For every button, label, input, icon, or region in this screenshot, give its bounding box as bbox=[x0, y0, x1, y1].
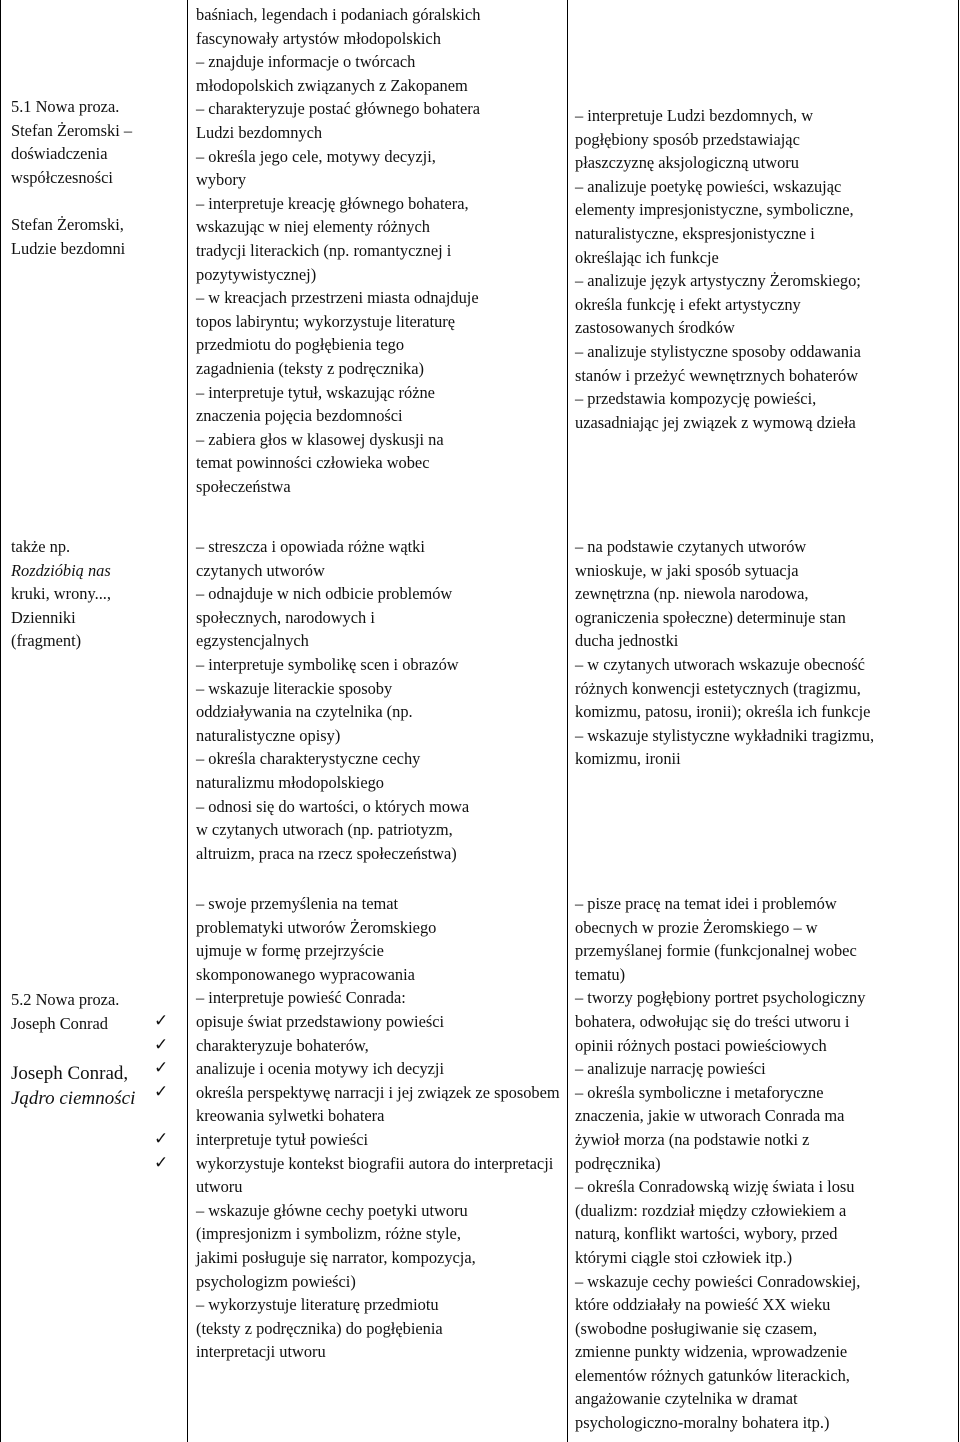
text-line: młodopolskich związanych z Zakopanem bbox=[196, 75, 468, 95]
section3-title: Joseph Conrad bbox=[11, 1013, 108, 1033]
text-line: – określa jego cele, motywy decyzji, bbox=[196, 146, 436, 166]
text-line: – zabiera głos w klasowej dyskusji na bbox=[196, 429, 444, 449]
text-line: przemyślanej formie (funkcjonalnej wobec bbox=[575, 941, 857, 961]
text-line: angażowanie czytelnika w dramat bbox=[575, 1389, 798, 1409]
text-line: ducha jednostki bbox=[575, 631, 679, 651]
text-line: które oddziałały na powieść XX wieku bbox=[575, 1295, 831, 1315]
section3-right-cell bbox=[575, 892, 950, 1435]
section3-title: 5.2 Nowa proza. bbox=[11, 990, 120, 1009]
text-line: – analizuje stylistyczne sposoby oddawania bbox=[575, 341, 861, 361]
text-line: elementów różnych gatunków literackich, bbox=[575, 1365, 850, 1385]
text-line: tradycji literackich (np. romantycznej i bbox=[196, 240, 452, 260]
text-line: – wskazuje główne cechy poetyki utworu bbox=[196, 1200, 468, 1220]
text-line: baśniach, legendach i podaniach góralskich bbox=[196, 5, 481, 24]
check-icon: ✓ bbox=[154, 1058, 169, 1079]
text-line: – analizuje poetykę powieści, wskazując bbox=[575, 176, 842, 196]
text-line: w czytanych utworach (np. patriotyzm, bbox=[196, 820, 453, 840]
text-line: – odnajduje w nich odbicie problemów bbox=[196, 584, 453, 604]
text-line: określając ich funkcje bbox=[575, 247, 719, 267]
text-line: – określa charakterystyczne cechy bbox=[196, 749, 421, 769]
text-line: różnych konwencji estetycznych (tragizmu, bbox=[575, 678, 861, 698]
text-line: – interpretuje Ludzi bezdomnych, w bbox=[575, 106, 814, 125]
text-line: komizmu, patosu, ironii); określa ich funkcje bbox=[575, 702, 871, 722]
text-line: zastosowanych środków bbox=[575, 318, 735, 338]
table-border-left bbox=[0, 0, 1, 1442]
text-line: – określa Conradowską wizję świata i losu bbox=[575, 1177, 855, 1197]
text-line: fascynowały artystów młodopolskich bbox=[196, 28, 441, 48]
text-line: wybory bbox=[196, 170, 247, 190]
text-line: problematyki utworów Żeromskiego bbox=[196, 917, 437, 937]
text-line: altruizm, praca na rzecz społeczeństwa) bbox=[196, 843, 457, 863]
text-line: zagadnienia (teksty z podręcznika) bbox=[196, 358, 424, 378]
checklist-text: interpretuje tytuł powieści bbox=[196, 1129, 369, 1149]
text-line: – na podstawie czytanych utworów bbox=[575, 537, 807, 556]
text-line: oddziaływania na czytelnika (np. bbox=[196, 702, 413, 722]
text-line: – znajduje informacje o twórcach bbox=[196, 52, 416, 72]
checklist-text: analizuje i ocenia motywy ich decyzji bbox=[196, 1059, 445, 1079]
text-line: naturą, konflikt wartości, wybory, przed bbox=[575, 1224, 838, 1244]
text-line: – przedstawia kompozycję powieści, bbox=[575, 389, 817, 409]
text-line: (teksty z podręcznika) do pogłębienia bbox=[196, 1318, 443, 1338]
checklist-item bbox=[122, 1034, 564, 1058]
text-line: znaczenia pojęcia bezdomności bbox=[196, 406, 403, 426]
text-line: Dzienniki bbox=[11, 607, 76, 627]
text-line: – wykorzystuje literaturę przedmiotu bbox=[196, 1295, 439, 1315]
check-icon: ✓ bbox=[154, 1010, 169, 1031]
text-line: znaczenia, jakie w utworach Conrada ma bbox=[575, 1106, 845, 1126]
text-line: Ludzi bezdomnych bbox=[196, 122, 323, 142]
table-border-right bbox=[958, 0, 959, 1442]
checklist-text: określa perspektywę narracji i jej związek ze sposobem kreowania sylwetki bohatera bbox=[196, 1082, 560, 1126]
text-line: stanów i przeżyć wewnętrznych bohaterów bbox=[575, 365, 859, 385]
text-line: – odnosi się do wartości, o których mowa bbox=[196, 796, 470, 816]
text-line: – interpretuje symbolikę scen i obrazów bbox=[196, 654, 459, 674]
check-icon: ✓ bbox=[154, 1152, 169, 1173]
text-line: (fragment) bbox=[11, 631, 82, 651]
column-divider-2 bbox=[567, 0, 568, 1442]
section2-right-cell bbox=[575, 535, 950, 771]
text-line: skomponowanego wypracowania bbox=[196, 964, 415, 984]
text-line: zewnętrzna (np. niewola narodowa, bbox=[575, 584, 809, 604]
text-line: interpretacji utworu bbox=[196, 1342, 326, 1362]
text-line: elementy impresjonistyczne, symboliczne, bbox=[575, 200, 854, 220]
text-line: (impresjonizm i symbolizm, różne style, bbox=[196, 1224, 461, 1244]
text-line: naturalistyczne opisy) bbox=[196, 725, 341, 745]
text-line: wskazując w niej elementy różnych bbox=[196, 217, 430, 237]
text-line: przedmiotu do pogłębienia tego bbox=[196, 335, 405, 355]
text-line: naturalizmu młodopolskiego bbox=[196, 772, 385, 792]
text-line: – wskazuje cechy powieści Conradowskiej, bbox=[575, 1271, 861, 1291]
text-line: (swobodne posługiwanie się czasem, bbox=[575, 1318, 818, 1338]
text-line: Rozdzióbią nas bbox=[11, 560, 111, 580]
text-line: – w czytanych utworach wskazuje obecność bbox=[575, 654, 865, 674]
section1-reading: Stefan Żeromski, bbox=[11, 214, 124, 234]
section1-title: Stefan Żeromski – bbox=[11, 120, 133, 140]
section1-title: współczesności bbox=[11, 167, 113, 187]
checklist-text: charakteryzuje bohaterów, bbox=[196, 1035, 369, 1055]
text-line: – swoje przemyślenia na temat bbox=[196, 894, 399, 913]
text-line: – analizuje narrację powieści bbox=[575, 1059, 766, 1079]
text-line: jakimi posługuje się narrator, kompozycja, bbox=[196, 1247, 476, 1267]
text-line: ograniczenia społeczne) determinuje stan bbox=[575, 607, 846, 627]
text-line: topos labiryntu; wykorzystuje literaturę bbox=[196, 311, 456, 331]
text-line: pozytywistycznej) bbox=[196, 264, 317, 284]
check-icon: ✓ bbox=[154, 1034, 169, 1055]
text-line: egzystencjalnych bbox=[196, 631, 309, 651]
text-line: określa funkcję i efekt artystyczny bbox=[575, 294, 801, 314]
text-line: zmienne punkty widzenia, wprowadzenie bbox=[575, 1342, 848, 1362]
check-icon: ✓ bbox=[154, 1081, 169, 1102]
section2-middle-cell bbox=[196, 535, 564, 865]
checklist-item bbox=[122, 1010, 564, 1034]
text-line: pogłębiony sposób przedstawiając bbox=[575, 129, 800, 149]
checklist-text: wykorzystuje kontekst biografii autora do interpretacji utworu bbox=[196, 1153, 554, 1197]
text-line: kruki, wrony..., bbox=[11, 584, 111, 604]
text-line: którymi ciągle stoi człowiek itp.) bbox=[575, 1247, 793, 1267]
text-line: wnioskuje, w jaki sposób sytuacja bbox=[575, 560, 799, 580]
text-line: opinii różnych postaci powieściowych bbox=[575, 1035, 827, 1055]
checklist-item bbox=[122, 1057, 564, 1081]
text-line: społeczeństwa bbox=[196, 476, 291, 496]
text-line: – pisze pracę na temat idei i problemów bbox=[575, 894, 837, 913]
text-line: – charakteryzuje postać głównego bohatera bbox=[196, 99, 480, 119]
text-line: bohatera, odwołując się do treści utworu i bbox=[575, 1011, 850, 1031]
text-line: obecnych w prozie Żeromskiego – w bbox=[575, 917, 818, 937]
checklist bbox=[122, 1010, 564, 1199]
text-line: żywioł morza (na podstawie notki z bbox=[575, 1129, 810, 1149]
section3-reading: Joseph Conrad, bbox=[11, 1063, 129, 1085]
text-line: temat powinności człowieka wobec bbox=[196, 453, 430, 473]
text-line: społecznych, narodowych i bbox=[196, 607, 375, 627]
checklist-item bbox=[122, 1081, 564, 1128]
section1-left-cell bbox=[11, 95, 183, 260]
text-line: – interpretuje powieść Conrada: bbox=[196, 988, 406, 1008]
section1-middle-cell bbox=[196, 3, 564, 498]
checklist-item bbox=[122, 1152, 564, 1199]
text-line: – wskazuje literackie sposoby bbox=[196, 678, 393, 698]
text-line: także np. bbox=[11, 537, 71, 556]
text-line: – wskazuje stylistyczne wykładniki tragizmu, bbox=[575, 725, 875, 745]
text-line: uzasadniając jej związek z wymową dzieła bbox=[575, 412, 856, 432]
text-line: czytanych utworów bbox=[196, 560, 325, 580]
text-line: podręcznika) bbox=[575, 1153, 661, 1173]
text-line: – streszcza i opowiada różne wątki bbox=[196, 537, 425, 556]
text-line: – tworzy pogłębiony portret psychologiczny bbox=[575, 988, 866, 1008]
text-line: – interpretuje kreację głównego bohatera, bbox=[196, 193, 469, 213]
text-line: – określa symboliczne i metaforyczne bbox=[575, 1082, 824, 1102]
section3-reading: Jądro ciemności bbox=[11, 1088, 136, 1110]
checklist-text: opisuje świat przedstawiony powieści bbox=[196, 1011, 445, 1031]
section1-title: 5.1 Nowa proza. bbox=[11, 97, 120, 116]
spacer bbox=[11, 189, 183, 213]
check-icon: ✓ bbox=[154, 1128, 169, 1149]
text-line: tematu) bbox=[575, 964, 626, 984]
section1-title: doświadczenia bbox=[11, 144, 108, 164]
section1-right-cell bbox=[575, 104, 950, 434]
text-line: płaszczyznę aksjologiczną utworu bbox=[575, 153, 799, 173]
section2-left-cell bbox=[11, 535, 183, 653]
text-line: ujmuje w formę przejrzyście bbox=[196, 941, 384, 961]
text-line: – w kreacjach przestrzeni miasta odnajduje bbox=[196, 288, 479, 308]
text-line: (dualizm: rozdział między człowiekiem a bbox=[575, 1200, 847, 1220]
text-line: naturalistyczne, ekspresjonistyczne i bbox=[575, 223, 815, 243]
section3-middle-cell bbox=[154, 892, 564, 1364]
checklist-item bbox=[122, 1128, 564, 1152]
text-line: psychologiczno-moralny bohatera itp.) bbox=[575, 1413, 830, 1433]
text-line: – interpretuje tytuł, wskazując różne bbox=[196, 382, 435, 402]
section1-reading: Ludzie bezdomni bbox=[11, 238, 126, 258]
text-line: komizmu, ironii bbox=[575, 749, 681, 769]
column-divider-1 bbox=[187, 0, 188, 1442]
text-line: psychologizm powieści) bbox=[196, 1271, 356, 1291]
text-line: – analizuje język artystyczny Żeromskiego; bbox=[575, 271, 861, 291]
